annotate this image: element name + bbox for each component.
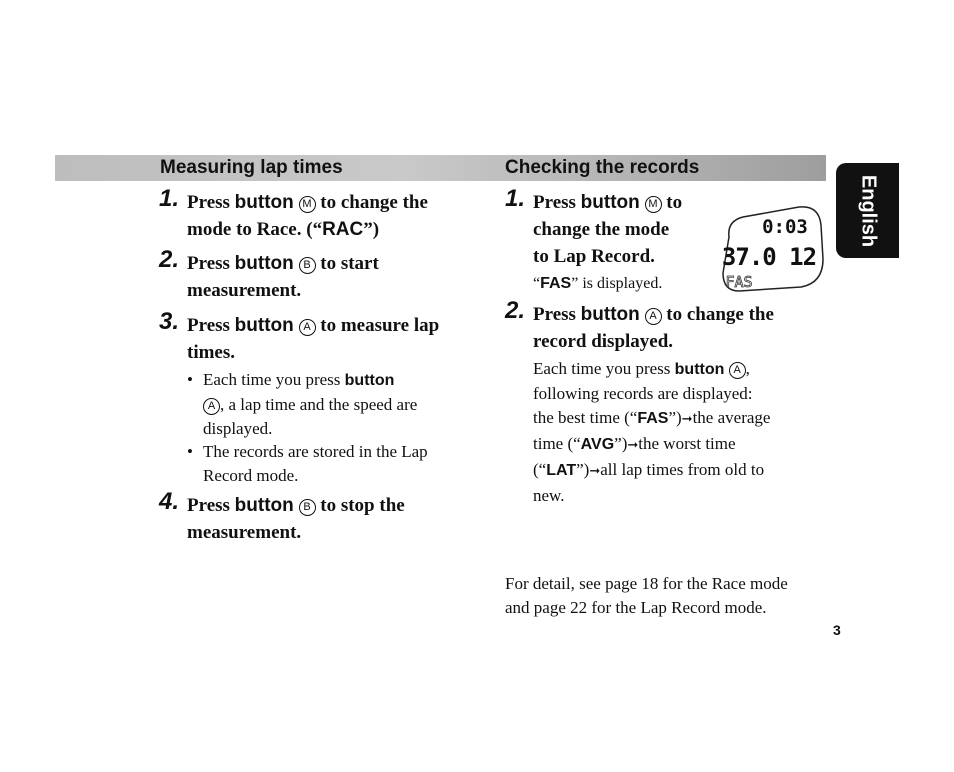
arrow-right-icon: ➞: [589, 464, 601, 479]
left-section-title: Measuring lap times: [160, 157, 343, 178]
button-a-icon: A: [729, 362, 746, 379]
language-tab: English: [836, 163, 899, 258]
button-b-icon: B: [299, 257, 316, 274]
right-description: Each time you press button A , following records are displayed: the best time (“FAS”)➞the average time (“AVG”)➞the worst time (“LAT”)➞all lap times from old to new.: [533, 359, 771, 505]
button-a-icon: A: [299, 319, 316, 336]
button-a-icon: A: [203, 398, 220, 415]
left-bullet-1: • Each time you press button A , a lap time and the speed are displayed.: [187, 370, 418, 438]
lcd-top-value: 0:03: [762, 216, 808, 238]
lcd-main-value: 37.0 12: [721, 243, 817, 271]
right-section-title: Checking the records: [505, 157, 700, 178]
arrow-right-icon: ➞: [627, 438, 639, 453]
button-m-icon: M: [645, 196, 662, 213]
right-step-1-note: “FAS” is displayed.: [533, 275, 663, 292]
left-bullet-2: • The records are stored in the Lap Record mode.: [187, 442, 428, 485]
lcd-display-image: [719, 203, 825, 293]
page-number: 3: [833, 622, 841, 638]
arrow-right-icon: ➞: [681, 412, 693, 427]
button-b-icon: B: [299, 499, 316, 516]
button-a-icon: A: [645, 308, 662, 325]
button-m-icon: M: [299, 196, 316, 213]
lcd-label: FAS: [725, 273, 753, 291]
right-footer-note: For detail, see page 18 for the Race mode and page 22 for the Lap Record mode.: [505, 574, 788, 617]
